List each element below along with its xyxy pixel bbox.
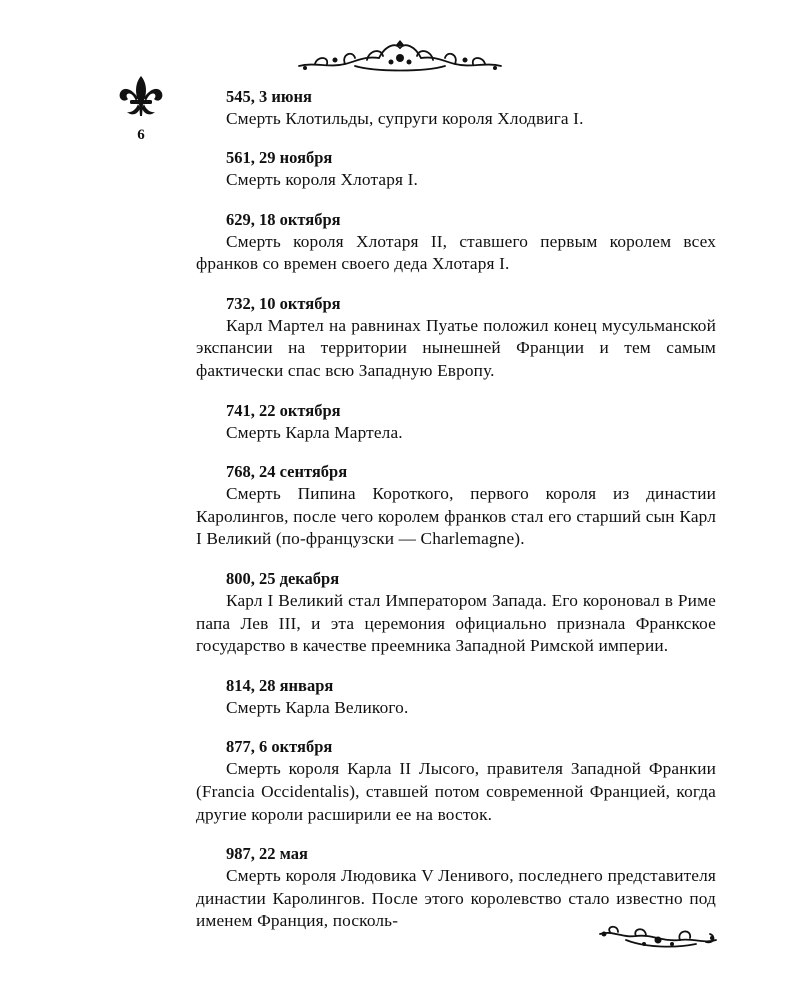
chronology-entry xyxy=(196,209,716,277)
entry-text: Карл Мартел на равнинах Пуатье положил конец мусульманской экспансии на территории нынешней Франции и тем самым фактически спас всю Западную Европу. xyxy=(196,315,716,381)
entry-date: 877, 6 октября xyxy=(226,736,333,756)
entry-text: Смерть короля Хлотаря I. xyxy=(226,170,418,190)
chronology-list xyxy=(196,86,716,950)
entry-date: 987, 22 мая xyxy=(226,843,308,863)
entry-text: Смерть Клотильды, супруги короля Хлодвига I. xyxy=(226,109,584,128)
chronology-entry xyxy=(196,461,716,551)
top-ornament-icon xyxy=(295,38,505,76)
entry-text: Карл I Великий стал Императором Запада. Его короновал в Риме папа Лев III, и эта церемония официально признала Франкское государство в качестве преемника Западной Римской империи. xyxy=(196,590,716,656)
chronology-entry xyxy=(196,86,716,131)
chronology-entry xyxy=(196,147,716,192)
entry-date: 814, 28 января xyxy=(226,675,334,695)
entry-text: Смерть Карла Мартела. xyxy=(226,422,403,442)
chronology-entry xyxy=(196,568,716,658)
entry-text: Смерть Пипина Короткого, первого короля из династии Каролингов, после чего королем франков стал его старший сын Карл I Великий (по-французски — Charlemagne). xyxy=(196,483,716,549)
entry-date: 629, 18 октября xyxy=(226,209,341,229)
entry-text: Смерть Карла Великого. xyxy=(226,697,409,717)
entry-date: 768, 24 сентября xyxy=(226,461,348,481)
entry-text: Смерть короля Карла II Лысого, правителя Западной Франкии (Francia Occidentalis), ставшей потом современной Францией, когда другие короли расширили ее на восток. xyxy=(196,758,716,824)
entry-text: Смерть короля Хлотаря II, ставшего первым королем всех франков со времен своего деда Хлотаря I. xyxy=(196,231,716,274)
entry-date: 741, 22 октября xyxy=(226,400,341,420)
entry-date: 800, 25 декабря xyxy=(226,568,340,588)
entry-date: 561, 29 ноября xyxy=(226,148,333,168)
chronology-entry xyxy=(196,400,716,445)
fleur-de-lis-icon xyxy=(118,74,164,118)
entry-text: Смерть короля Людовика V Ленивого, последнего представителя династии Каролингов. После этого королевство стало известно под именем Франция, посколь- xyxy=(196,865,716,931)
page-number: 6 xyxy=(137,127,145,143)
entry-date: 545, 3 июня xyxy=(226,87,312,106)
bottom-ornament-icon xyxy=(596,922,720,952)
chronology-entry xyxy=(196,293,716,383)
chronology-entry xyxy=(196,843,716,933)
chronology-entry xyxy=(196,675,716,720)
entry-date: 732, 10 октября xyxy=(226,293,341,313)
chronology-entry xyxy=(196,736,716,826)
